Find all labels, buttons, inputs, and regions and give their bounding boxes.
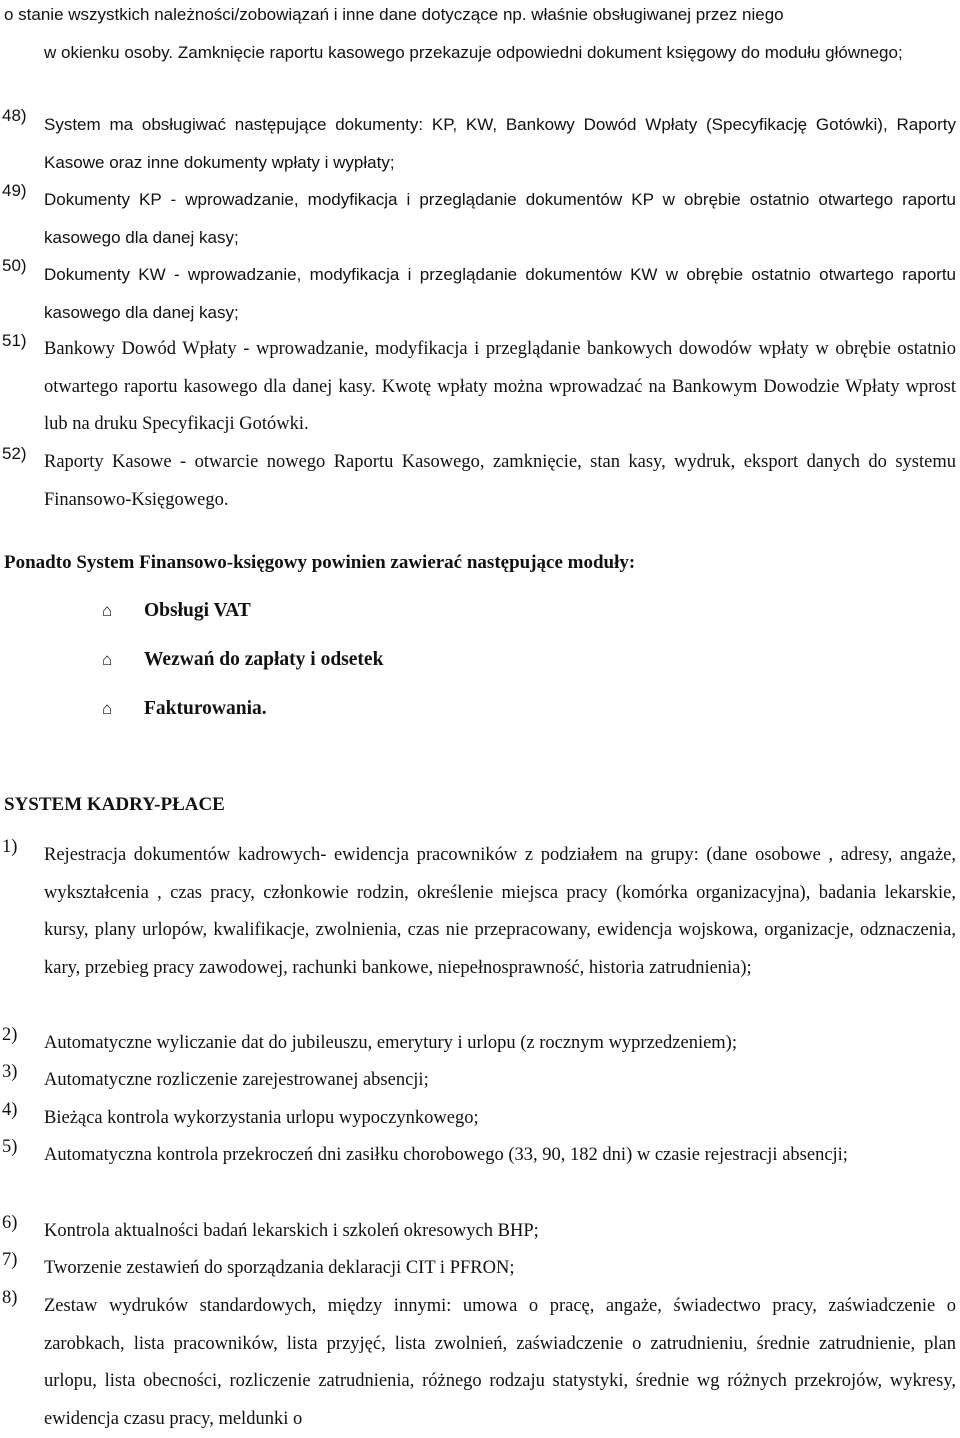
list-item-5: [2, 1137, 956, 1175]
list-number: 49): [2, 181, 27, 200]
list-number: 2): [2, 1025, 18, 1045]
list-text: Raporty Kasowe - otwarcie nowego Raportu Kasowego, zamknięcie, stan kasy, wydruk, eksport danych do systemu Finansowo-Księgowego.: [44, 452, 956, 510]
list-text: Rejestracja dokumentów kadrowych- ewidencja pracowników z podziałem na grupy: (dane osobowe , adresy, angaże, wykształcenia , czas pracy, członkowie rodzin, określenie miejsca pracy (komórka organizacyjna), badania lekarskie, kursy, plany urlopów, kwalifikacje, zwolnienia, czas nie przepracowany, ewidencja wojskowa, organizacje, odznaczenia, kary, przebieg pracy zawodowej, rachunki bankowe, niepełnosprawność, historia zatrudnienia);: [44, 845, 956, 978]
list-item-3: [2, 1062, 956, 1100]
list-text: Zestaw wydruków standardowych, między innymi: umowa o pracę, angaże, świadectwo pracy, zaświadczenie o zarobkach, lista pracowników, lista przyjęć, lista zwolnień, zaświadczenie o zatrudnieniu, średnie zatrudnienie, plan urlopu, lista obecności, rozliczenie zatrudnienia, różnego rodzaju statystyki, średnie wg różnych przekrojów, wykresy, ewidencja czasu pracy, meldunki o: [44, 1296, 956, 1429]
list-number: 4): [2, 1100, 18, 1120]
list-text: Automatyczna kontrola przekroczeń dni zasiłku chorobowego (33, 90, 182 dni) w czasie rejestracji absencji;: [44, 1145, 848, 1165]
list-text: Dokumenty KW - wprowadzanie, modyfikacja i przeglądanie dokumentów KW w obrębie ostatnio otwartego raportu kasowego dla danej kasy;: [44, 265, 956, 322]
module-label: Fakturowania.: [144, 698, 267, 719]
list-text: Automatyczne rozliczenie zarejestrowanej absencji;: [44, 1070, 429, 1090]
list-number: 8): [2, 1288, 18, 1308]
module-label: Wezwań do zapłaty i odsetek: [144, 649, 384, 670]
list-number: 7): [2, 1250, 18, 1270]
list-item-1: [2, 837, 956, 987]
list-number: 48): [2, 106, 27, 125]
list-text: Tworzenie zestawień do sporządzania deklaracji CIT i PFRON;: [44, 1258, 515, 1278]
list-item-8: [2, 1288, 956, 1438]
list-item-6: [2, 1213, 956, 1251]
list-number: 5): [2, 1137, 18, 1157]
modules-heading: Ponadto System Finansowo-księgowy powinien zawierać następujące moduły:: [4, 552, 636, 573]
list-item-4: [2, 1100, 956, 1138]
list-item-51: [2, 331, 956, 444]
continuation-paragraph: [0, 0, 956, 71]
list-text: Bankowy Dowód Wpłaty - wprowadzanie, modyfikacja i przeglądanie bankowych dowodów wpłaty w obrębie ostatnio otwartego raportu kasowego dla danej kasy. Kwotę wpłaty można wprowadzać na Bankowym Dowodzie Wpłaty wprost lub na druku Specyfikacji Gotówki.: [44, 339, 956, 434]
list-number: 51): [2, 331, 27, 350]
list-number: 6): [2, 1213, 18, 1233]
section-title: SYSTEM KADRY-PŁACE: [4, 794, 225, 815]
bullet-icon: ⌂: [102, 601, 113, 620]
list-text: Kontrola aktualności badań lekarskich i szkoleń okresowych BHP;: [44, 1221, 539, 1241]
list-text: Automatyczne wyliczanie dat do jubileuszu, emerytury i urlopu (z rocznym wyprzedzeniem);: [44, 1033, 737, 1053]
list-text: System ma obsługiwać następujące dokumenty: KP, KW, Bankowy Dowód Wpłaty (Specyfikację Gotówki), Raporty Kasowe oraz inne dokumenty wpłaty i wypłaty;: [44, 115, 956, 172]
list-item-7: [2, 1250, 956, 1288]
list-item-52: [2, 444, 956, 519]
bullet-icon: ⌂: [102, 699, 113, 718]
list-item-50: [2, 256, 956, 331]
continuation-rest: w okienku osoby. Zamknięcie raportu kasowego przekazuje odpowiedni dokument księgowy do modułu głównego;: [44, 42, 903, 62]
continuation-line: o stanie wszystkich należności/zobowiązań i inne dane dotyczące np. właśnie obsługiwanej przez niego: [4, 5, 784, 24]
list-number: 52): [2, 444, 27, 463]
list-text: Bieżąca kontrola wykorzystania urlopu wypoczynkowego;: [44, 1108, 479, 1128]
list-item-2: [2, 1025, 956, 1063]
list-number: 3): [2, 1062, 18, 1082]
list-number: 50): [2, 256, 27, 275]
list-item-49: [2, 181, 956, 256]
bullet-icon: ⌂: [102, 650, 113, 669]
list-number: 1): [2, 837, 18, 857]
module-label: Obsługi VAT: [144, 600, 251, 621]
list-item-48: [2, 106, 956, 181]
list-text: Dokumenty KP - wprowadzanie, modyfikacja i przeglądanie dokumentów KP w obrębie ostatnio otwartego raportu kasowego dla danej kasy;: [44, 190, 956, 247]
